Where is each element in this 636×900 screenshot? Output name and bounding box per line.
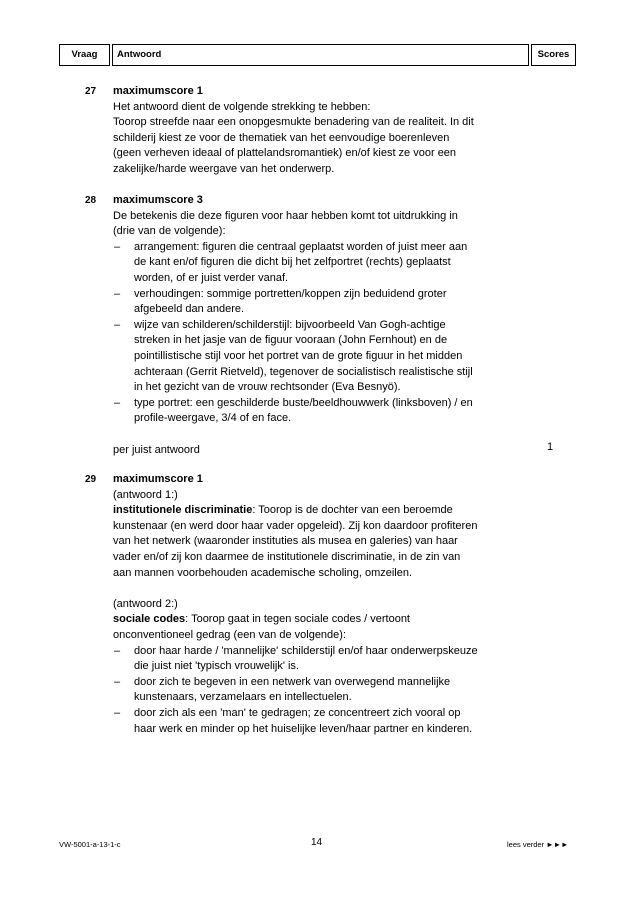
list-item-line: kunstenaars, verzamelaars en intellectuelen. [134,691,352,704]
per-answer-label: per juist antwoord [113,443,200,456]
maxscore-28: maximumscore 3 [113,194,203,206]
answer-1-line: vader en/of zij kon daarmee de institutionele discriminatie, in de zin van [113,550,461,563]
answer-27-line: (geen verheven ideaal of plattelandsromantiek) en/of kiest ze voor een [113,147,457,160]
answer-27 [113,84,533,178]
answer-1-line: aan mannen voorbehouden academische scholing, omzeilen. [113,566,413,579]
answer-1-term: institutionele discriminatie [113,504,253,517]
question-number-27: 27 [85,86,97,97]
dash-bullet: – [114,706,121,719]
list-item [113,675,533,706]
list-item-line: verhoudingen: sommige portretten/koppen zijn beduidend groter [134,287,447,300]
score-28: 1 [547,441,554,453]
list-item-line: de kant en/of figuren die dicht bij het zelfportret (rechts) geplaatst [134,256,451,269]
list-item-line: in het gezicht van de vrouw rechtsonder (Eva Besnyö). [134,381,401,394]
list-item-line: die juist niet 'typisch vrouwelijk' is. [134,660,299,673]
footer-next: lees verder ►►► [507,840,569,849]
page-number: 14 [311,837,323,848]
answer-28-intro: (drie van de volgende): [113,225,226,238]
list-item-line: achteraan (Gerrit Rietveld), tegenover de socialistisch realistische stijl [134,365,473,378]
dash-bullet: – [114,675,121,688]
list-item [113,318,533,396]
list-item [113,706,533,737]
header-vraag: Vraag [59,44,110,66]
list-item-line: door haar harde / 'mannelijke' schilderstijl en/of haar onderwerpskeuze [134,644,478,657]
answer-27-line: zakelijke/harde weergave van het onderwerp. [113,162,335,175]
answer-1-line: van het netwerk (waaronder instituties als musea en galeries) van haar [113,535,458,548]
answer-27-line: schilderij kiest ze voor de thematiek van het eenvoudige boerenleven [113,131,450,144]
maxscore-29: maximumscore 1 [113,473,203,485]
dash-bullet: – [114,318,121,331]
list-item-line: worden, of er juist verder vanaf. [134,271,289,284]
answer-2-term: sociale codes [113,613,186,626]
list-item-line: wijze van schilderen/schilderstijl: bijvoorbeeld Van Gogh-achtige [134,318,446,331]
list-item-line: door zich te begeven in een netwerk van overwegend mannelijke [134,675,451,688]
answer-29 [113,472,533,737]
dash-bullet: – [114,644,121,657]
list-item-line: afgebeeld dan andere. [134,303,245,316]
question-number-29: 29 [85,474,97,485]
list-item-line: profile-weergave, 3/4 of en face. [134,412,292,425]
answer-28 [113,193,533,458]
list-item-line: arrangement: figuren die centraal geplaatst worden of juist meer aan [134,240,468,253]
answer-27-line: Het antwoord dient de volgende strekking te hebben: [113,100,371,113]
dash-bullet: – [114,287,121,300]
maxscore-27: maximumscore 1 [113,85,203,97]
list-item-line: haar werk en minder op het huiselijke leven/haar partner en kinderen. [134,722,473,735]
answer-2-text: : Toorop gaat in tegen sociale codes / vertoont [185,613,410,626]
answer-2-line: onconventioneel gedrag (een van de volgende): [113,628,347,641]
answer-1-text: : Toorop is de dochter van een beroemde [252,504,453,517]
answer-27-line: Toorop streefde naar een onopgesmukte benadering van de realiteit. In dit [113,116,474,129]
footer-code: VW-5001-a-13-1-c [59,840,121,849]
list-item [113,287,533,318]
list-item-line: door zich als een 'man' te gedragen; ze concentreert zich vooral op [134,706,461,719]
question-number-28: 28 [85,195,97,206]
answer-1-line: kunstenaar (en werd door haar vader opgeleid). Zij kon daardoor profiteren [113,519,478,532]
list-item [113,644,533,675]
dash-bullet: – [114,240,121,253]
dash-bullet: – [114,396,121,409]
answer-28-intro: De betekenis die deze figuren voor haar hebben komt tot uitdrukking in [113,209,458,222]
answer-2-label: (antwoord 2:) [113,597,178,610]
list-item [113,396,533,427]
list-item [113,240,533,287]
list-item-line: pointillistische stijl voor het portret van de grote figuur in het midden [134,349,463,362]
header-antwoord: Antwoord [112,44,529,66]
header-scores: Scores [531,44,576,66]
answer-1-label: (antwoord 1:) [113,488,178,501]
answer-1-first-line [113,503,533,519]
list-item-line: streken in het jasje van de figuur vooraan (John Fernhout) en de [134,334,448,347]
answer-2-first-line [113,612,533,628]
list-item-line: type portret: een geschilderde buste/beeldhouwwerk (linksboven) / en [134,396,473,409]
